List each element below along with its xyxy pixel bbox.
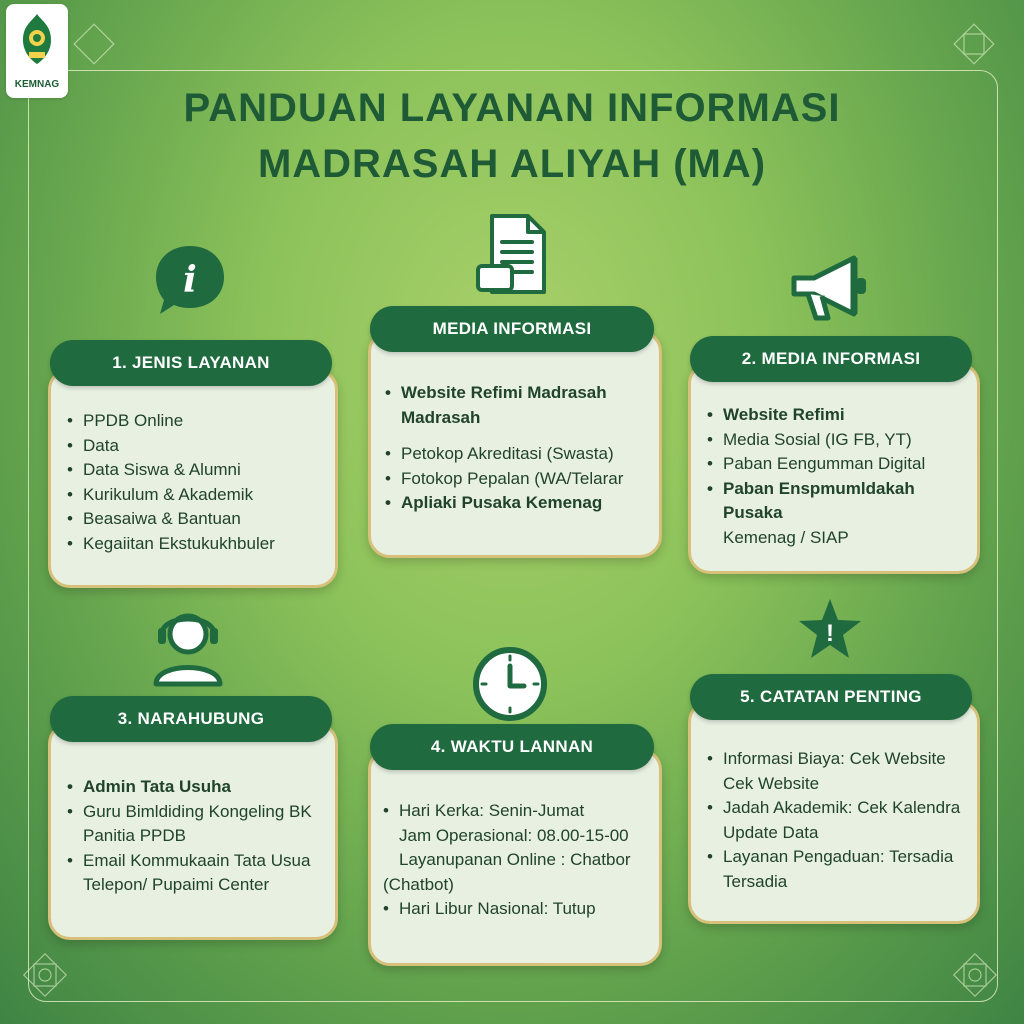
kemenag-logo bbox=[6, 4, 68, 98]
card-header-waktu-layanan: 4. WAKTU LANNAN bbox=[370, 724, 654, 770]
list-item: • Beasaiwa & Bantuan bbox=[65, 507, 325, 532]
card-narahubung bbox=[48, 722, 338, 940]
media-informasi-list bbox=[705, 403, 971, 550]
card-header-catatan-penting: 5. CATATAN PENTING bbox=[690, 674, 972, 720]
kemenag-emblem-icon bbox=[17, 12, 57, 68]
info-chat-icon bbox=[150, 240, 230, 320]
list-item: • Petokop Akreditasi (Swasta) bbox=[383, 442, 653, 467]
list-item: Kemenag / SIAP bbox=[723, 527, 849, 547]
list-item: • Jadah Akademik: Cek Kalendra bbox=[705, 796, 971, 821]
customer-service-icon bbox=[150, 604, 226, 688]
card-header-jenis-layanan: 1. JENIS LAYANAN bbox=[50, 340, 332, 386]
list-item: • Admin Tata Usuha bbox=[65, 775, 329, 800]
card-header-media-informasi: 2. MEDIA INFORMASI bbox=[690, 336, 972, 382]
list-item: • Website Refimi bbox=[705, 403, 971, 428]
list-item: • Paban Enspmumldakah Pusaka bbox=[705, 477, 971, 526]
list-item: • Layanan Pengaduan: Tersadia bbox=[705, 845, 971, 870]
page-title-line-1: PANDUAN LAYANAN INFORMASI bbox=[183, 86, 841, 130]
card-catatan-penting bbox=[688, 700, 980, 924]
logo-label: KEMNAG bbox=[14, 79, 60, 90]
card-header-narahubung: 3. NARAHUBUNG bbox=[50, 696, 332, 742]
list-item: Telepon/ Pupaimi Center bbox=[83, 875, 270, 894]
list-item: • Data bbox=[65, 434, 325, 459]
list-item: • Kegaiitan Ekstukukhbuler bbox=[65, 532, 325, 557]
svg-text:!: ! bbox=[826, 620, 834, 647]
narahubung-list bbox=[65, 775, 329, 898]
card-waktu-layanan bbox=[368, 748, 662, 966]
list-item: Panitia PPDB bbox=[83, 826, 186, 845]
document-icon bbox=[474, 212, 550, 296]
list-item: • Website Refimi Madrasah bbox=[383, 381, 653, 406]
card-header-media-informasi-center: MEDIA INFORMASI bbox=[370, 306, 654, 352]
card-media-informasi-center bbox=[368, 330, 662, 558]
ornament-corner-top-left bbox=[60, 20, 130, 90]
important-star-icon bbox=[796, 596, 864, 662]
page-title-line-2: MADRASAH ALIYAH (MA) bbox=[257, 142, 767, 186]
card-media-informasi bbox=[688, 362, 980, 574]
catatan-penting-list bbox=[705, 747, 971, 894]
list-item: (Chatbot) bbox=[383, 874, 454, 894]
list-item: • Media Sosial (IG FB, YT) bbox=[705, 428, 971, 453]
svg-text:i: i bbox=[183, 259, 197, 301]
list-item: • PPDB Online bbox=[65, 409, 325, 434]
list-item: • Paban Eengumman Digital bbox=[705, 452, 971, 477]
list-item: • Email Kommukaain Tata Usua bbox=[65, 849, 329, 874]
list-item: Update Data bbox=[723, 822, 819, 842]
ornament-corner-bottom-right bbox=[930, 940, 1000, 1010]
list-item: • Data Siswa & Alumni bbox=[65, 458, 325, 483]
clock-icon bbox=[470, 644, 550, 724]
list-item: • Apliaki Pusaka Kemenag bbox=[383, 491, 653, 516]
list-item: • Fotokop Pepalan (WA/Telarar bbox=[383, 467, 653, 492]
list-item: Layanupanan Online : Chatbor bbox=[399, 850, 631, 869]
megaphone-icon bbox=[784, 250, 874, 330]
ornament-corner-bottom-left bbox=[20, 940, 90, 1010]
jenis-layanan-list bbox=[65, 409, 325, 556]
list-item: • Hari Libur Nasional: Tutup bbox=[381, 897, 655, 922]
ornament-corner-top-right bbox=[930, 20, 1000, 90]
list-item: • Kurikulum & Akademik bbox=[65, 483, 325, 508]
list-item: Jam Operasional: 08.00-15-00 bbox=[399, 825, 629, 845]
list-item: • Guru Bimldiding Kongeling BK bbox=[65, 800, 329, 825]
list-item: Tersadia bbox=[723, 871, 788, 891]
media-informasi-center-list bbox=[383, 381, 653, 516]
list-item: • Informasi Biaya: Cek Website bbox=[705, 747, 971, 772]
list-item: Cek Website bbox=[723, 773, 820, 793]
list-item: • Hari Kerka: Senin-Jumat bbox=[381, 799, 655, 824]
list-item: Madrasah bbox=[401, 407, 481, 427]
waktu-layanan-list bbox=[381, 799, 655, 922]
card-jenis-layanan bbox=[48, 368, 338, 588]
